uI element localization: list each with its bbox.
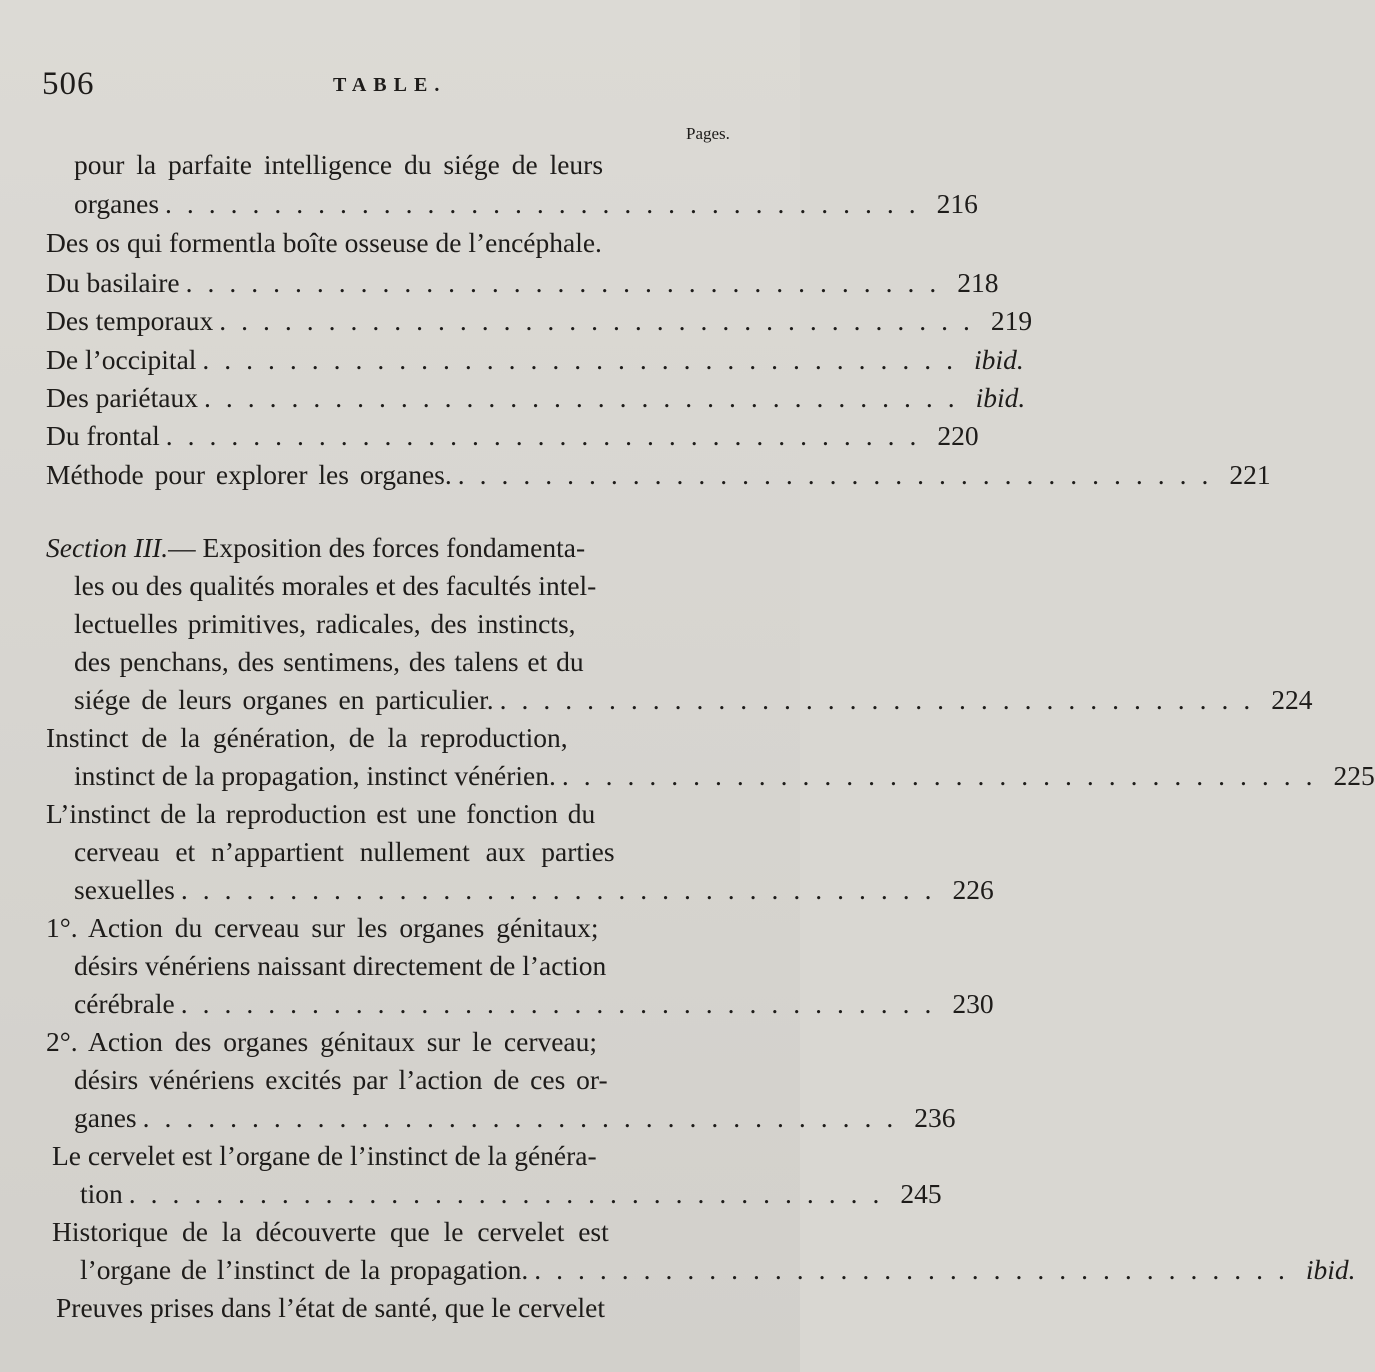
toc-line: cerveau et n’appartient nullement aux parties — [74, 836, 615, 867]
toc-line: Instinct de la génération, de la reproduction, — [46, 722, 568, 753]
toc-line: Section III.— Exposition des forces fondamenta- — [46, 532, 586, 563]
toc-line: cérébrale ................................... 230 — [74, 985, 740, 1023]
toc-line: des penchans, des sentimens, des talens et du — [74, 646, 584, 677]
toc-line: lectuelles primitives, radicales, des instincts, — [74, 608, 576, 639]
toc-line: Historique de la découverte que le cervelet est — [52, 1216, 609, 1247]
dot-leader: ................................... — [128, 1178, 895, 1209]
toc-line: Des temporaux ................................... 219 — [46, 302, 740, 340]
dot-leader: ................................... — [203, 382, 970, 413]
toc-line: 2°. Action des organes génitaux sur le cerveau; — [46, 1026, 598, 1057]
page-ref: 245 — [900, 1178, 942, 1209]
dot-leader: ................................... — [534, 1254, 1300, 1285]
toc-line: Le cervelet est l’organe de l’instinct de la généra- — [52, 1140, 597, 1171]
toc-line: pour la parfaite intelligence du siége de leurs — [74, 149, 604, 180]
running-head: TABLE. — [333, 74, 447, 96]
dot-leader: ................................... — [180, 874, 947, 905]
page-ref: 216 — [936, 188, 978, 219]
pages-column-label: Pages. — [686, 124, 730, 143]
dot-leader: ................................... — [185, 267, 952, 298]
dot-leader: ................................... — [202, 344, 969, 375]
toc-line: instinct de la propagation, instinct vénérien. ................................... 225 — [74, 757, 740, 795]
page-ref: 224 — [1271, 684, 1313, 715]
toc-line: Du frontal ................................... 220 — [46, 417, 740, 455]
toc-line: tion ................................... 245 — [80, 1175, 740, 1213]
toc-line: Des os qui formentla boîte osseuse de l’encéphale. — [46, 227, 602, 258]
toc-line: Méthode pour explorer les organes. ................................... 221 — [46, 456, 740, 494]
toc-line: les ou des qualités morales et des facultés intel- — [74, 570, 597, 601]
toc-line: L’instinct de la reproduction est une fonction du — [46, 798, 596, 829]
dot-leader: ................................... — [165, 188, 931, 219]
page-ref: ibid. — [1305, 1254, 1356, 1285]
toc-line: Des pariétaux ................................... ibid. — [46, 379, 740, 417]
toc-line: désirs vénériens naissant directement de l’action — [74, 950, 607, 981]
dot-leader: ................................... — [180, 988, 947, 1019]
page-ref: 226 — [952, 874, 994, 905]
page-ref: 218 — [957, 267, 999, 298]
toc-line: l’organe de l’instinct de la propagation. ................................... ibid. — [80, 1251, 740, 1289]
toc-line: Preuves prises dans l’état de santé, que le cervelet — [56, 1292, 606, 1323]
section-label: Section III. — [46, 532, 169, 563]
page-ref: 225 — [1333, 760, 1375, 791]
toc-line: 1°. Action du cerveau sur les organes génitaux; — [46, 912, 599, 943]
page-ref: ibid. — [974, 344, 1024, 375]
page-ref: 219 — [990, 305, 1033, 336]
toc-line: ganes ................................... 236 — [74, 1099, 740, 1137]
toc-line: siége de leurs organes en particulier. ................................... 224 — [74, 681, 740, 719]
page-ref: ibid. — [975, 382, 1026, 413]
dot-leader: ................................... — [142, 1102, 909, 1133]
toc-line: organes ................................... 216 — [74, 185, 740, 223]
page-ref: 221 — [1229, 459, 1271, 490]
toc-line: sexuelles ................................... 226 — [74, 871, 740, 909]
dot-leader: ................................... — [165, 420, 932, 451]
dot-leader: ................................... — [499, 684, 1266, 715]
toc-line: De l’occipital ................................... ibid. — [46, 341, 740, 379]
dot-leader: ................................... — [561, 760, 1328, 791]
page-ref: 236 — [914, 1102, 956, 1133]
toc-line: Du basilaire ................................... 218 — [46, 264, 740, 302]
dot-leader: ................................... — [219, 305, 985, 336]
page-ref: 220 — [937, 420, 979, 451]
dot-leader: ................................... — [457, 459, 1224, 490]
page-number: 506 — [42, 66, 95, 102]
toc-line: désirs vénériens excités par l’action de ces or- — [74, 1064, 608, 1095]
page-ref: 230 — [952, 988, 994, 1019]
